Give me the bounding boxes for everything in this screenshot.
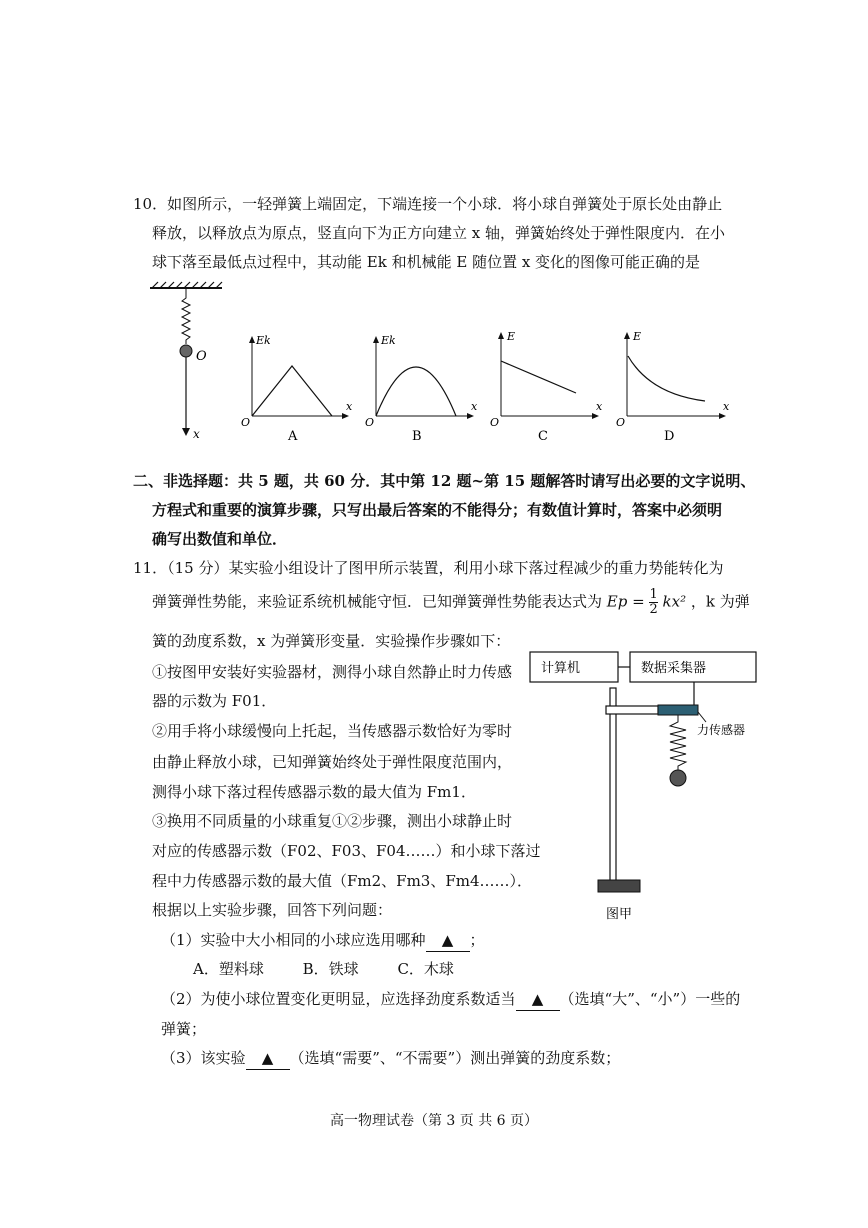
q10-line-3: 球下落至最低点过程中，其动能 Ek 和机械能 E 随位置 x 变化的图像可能正确的是 (152, 253, 701, 271)
figure-caption: 图甲 (606, 907, 633, 922)
q10-line-1: 10．如图所示，一轻弹簧上端固定，下端连接一个小球．将小球自弹簧处于原长处由静止 (133, 195, 723, 213)
svg-text:x: x (723, 400, 730, 413)
q11-sub3: （3）该实验 ▲ （选填“需要”、“不需要”）测出弹簧的劲度系数； (161, 1047, 620, 1070)
section2-line-2: 方程式和重要的演算步骤，只写出最后答案的不能得分；有数值计算时，答案中必须明 (152, 501, 723, 519)
force-sensor (658, 705, 698, 715)
q11-step-line-3: 器的示数为 F01． (152, 692, 277, 710)
svg-text:E: E (507, 330, 516, 343)
svg-text:O: O (490, 416, 500, 429)
ball (180, 345, 192, 357)
q11-sub1: （1）实验中大小相同的小球应选用哪种 ▲ ； (161, 929, 485, 952)
option-a[interactable]: A．塑料球 (193, 960, 264, 978)
section2-line-1: 二、非选择题：共 5 题，共 60 分．其中第 12 题~第 15 题解答时请写出必要的文字说明、 (133, 472, 756, 490)
answer-blank-3[interactable]: ▲ (246, 1047, 290, 1070)
q11-step-line-5: 由静止释放小球，已知弹簧始终处于弹性限度范围内， (152, 753, 513, 771)
formula: Ep = (606, 592, 645, 611)
graph-A (241, 334, 353, 444)
sensor-label: 力传感器 (697, 723, 746, 737)
origin-label: O (196, 349, 207, 364)
apparatus-ball (670, 770, 686, 786)
svg-text:x: x (346, 400, 353, 413)
q11-step-line-6: 测得小球下落过程传感器示数的最大值为 Fm1． (152, 783, 476, 801)
x-axis-label: x (193, 427, 200, 441)
graph-C (490, 330, 603, 444)
q11-step-line-8: 对应的传感器示数（F02、F03、F04……）和小球下落过 (152, 842, 541, 860)
option-c[interactable]: C．木球 (397, 960, 454, 978)
option-B-label: B (412, 429, 422, 444)
graph-B (365, 334, 478, 444)
svg-text:O: O (365, 416, 375, 429)
svg-text:x: x (471, 400, 478, 413)
svg-text:O: O (241, 416, 251, 429)
apparatus-figure (530, 652, 756, 922)
q11-step-line-1: 簧的劲度系数，x 为弹簧形变量．实验操作步骤如下： (152, 632, 511, 650)
option-A-label: A (288, 429, 298, 444)
q11-line-1: 11．（15 分）某实验小组设计了图甲所示装置，利用小球下落过程减少的重力势能转化为 (133, 559, 724, 577)
answer-blank-2[interactable]: ▲ (516, 988, 560, 1011)
q11-sub2: （2）为使小球位置变化更明显，应选择劲度系数适当 ▲ （选填“大”、“小”）一些的 (161, 988, 740, 1011)
q11-line-2: 弹簧弹性势能，来验证系统机械能守恒．已知弹簧弹性势能表达式为 Ep = $\frac{1}{2}$ kx² ，k 为弹 (152, 587, 750, 617)
section2-line-3: 确写出数值和单位． (152, 530, 288, 548)
q11-options (193, 958, 454, 980)
fraction: $\frac{1}{2}$ (649, 587, 658, 617)
page-footer: 高一物理试卷（第 3 页 共 6 页） (329, 1113, 539, 1129)
q11-step-line-10: 根据以上实验步骤，回答下列问题： (152, 901, 393, 919)
collector-label: 数据采集器 (641, 661, 707, 676)
spring-setup (150, 282, 222, 441)
svg-text:O: O (616, 416, 626, 429)
svg-text:Ek: Ek (256, 334, 271, 347)
option-D-label: D (664, 429, 675, 444)
answer-blank-1[interactable]: ▲ (426, 929, 470, 952)
computer-label: 计算机 (541, 661, 581, 676)
graph-D (616, 330, 730, 444)
svg-text:x: x (596, 400, 603, 413)
q11-step-line-2: ①按图甲安装好实验器材，测得小球自然静止时力传感 (152, 663, 513, 681)
option-C-label: C (538, 429, 548, 444)
q11-sub2-continued: 弹簧； (161, 1020, 207, 1038)
option-b[interactable]: B．铁球 (302, 960, 359, 978)
svg-text:E: E (633, 330, 642, 343)
svg-text:Ek: Ek (381, 334, 396, 347)
q11-step-line-7: ③换用不同质量的小球重复①②步骤，测出小球静止时 (152, 812, 513, 830)
q11-step-line-4: ②用手将小球缓慢向上托起，当传感器示数恰好为零时 (152, 722, 513, 740)
q10-line-2: 释放，以释放点为原点，竖直向下为正方向建立 x 轴，弹簧始终处于弹性限度内．在小 (152, 224, 725, 242)
q11-step-line-9: 程中力传感器示数的最大值（Fm2、Fm3、Fm4……）． (152, 872, 533, 890)
